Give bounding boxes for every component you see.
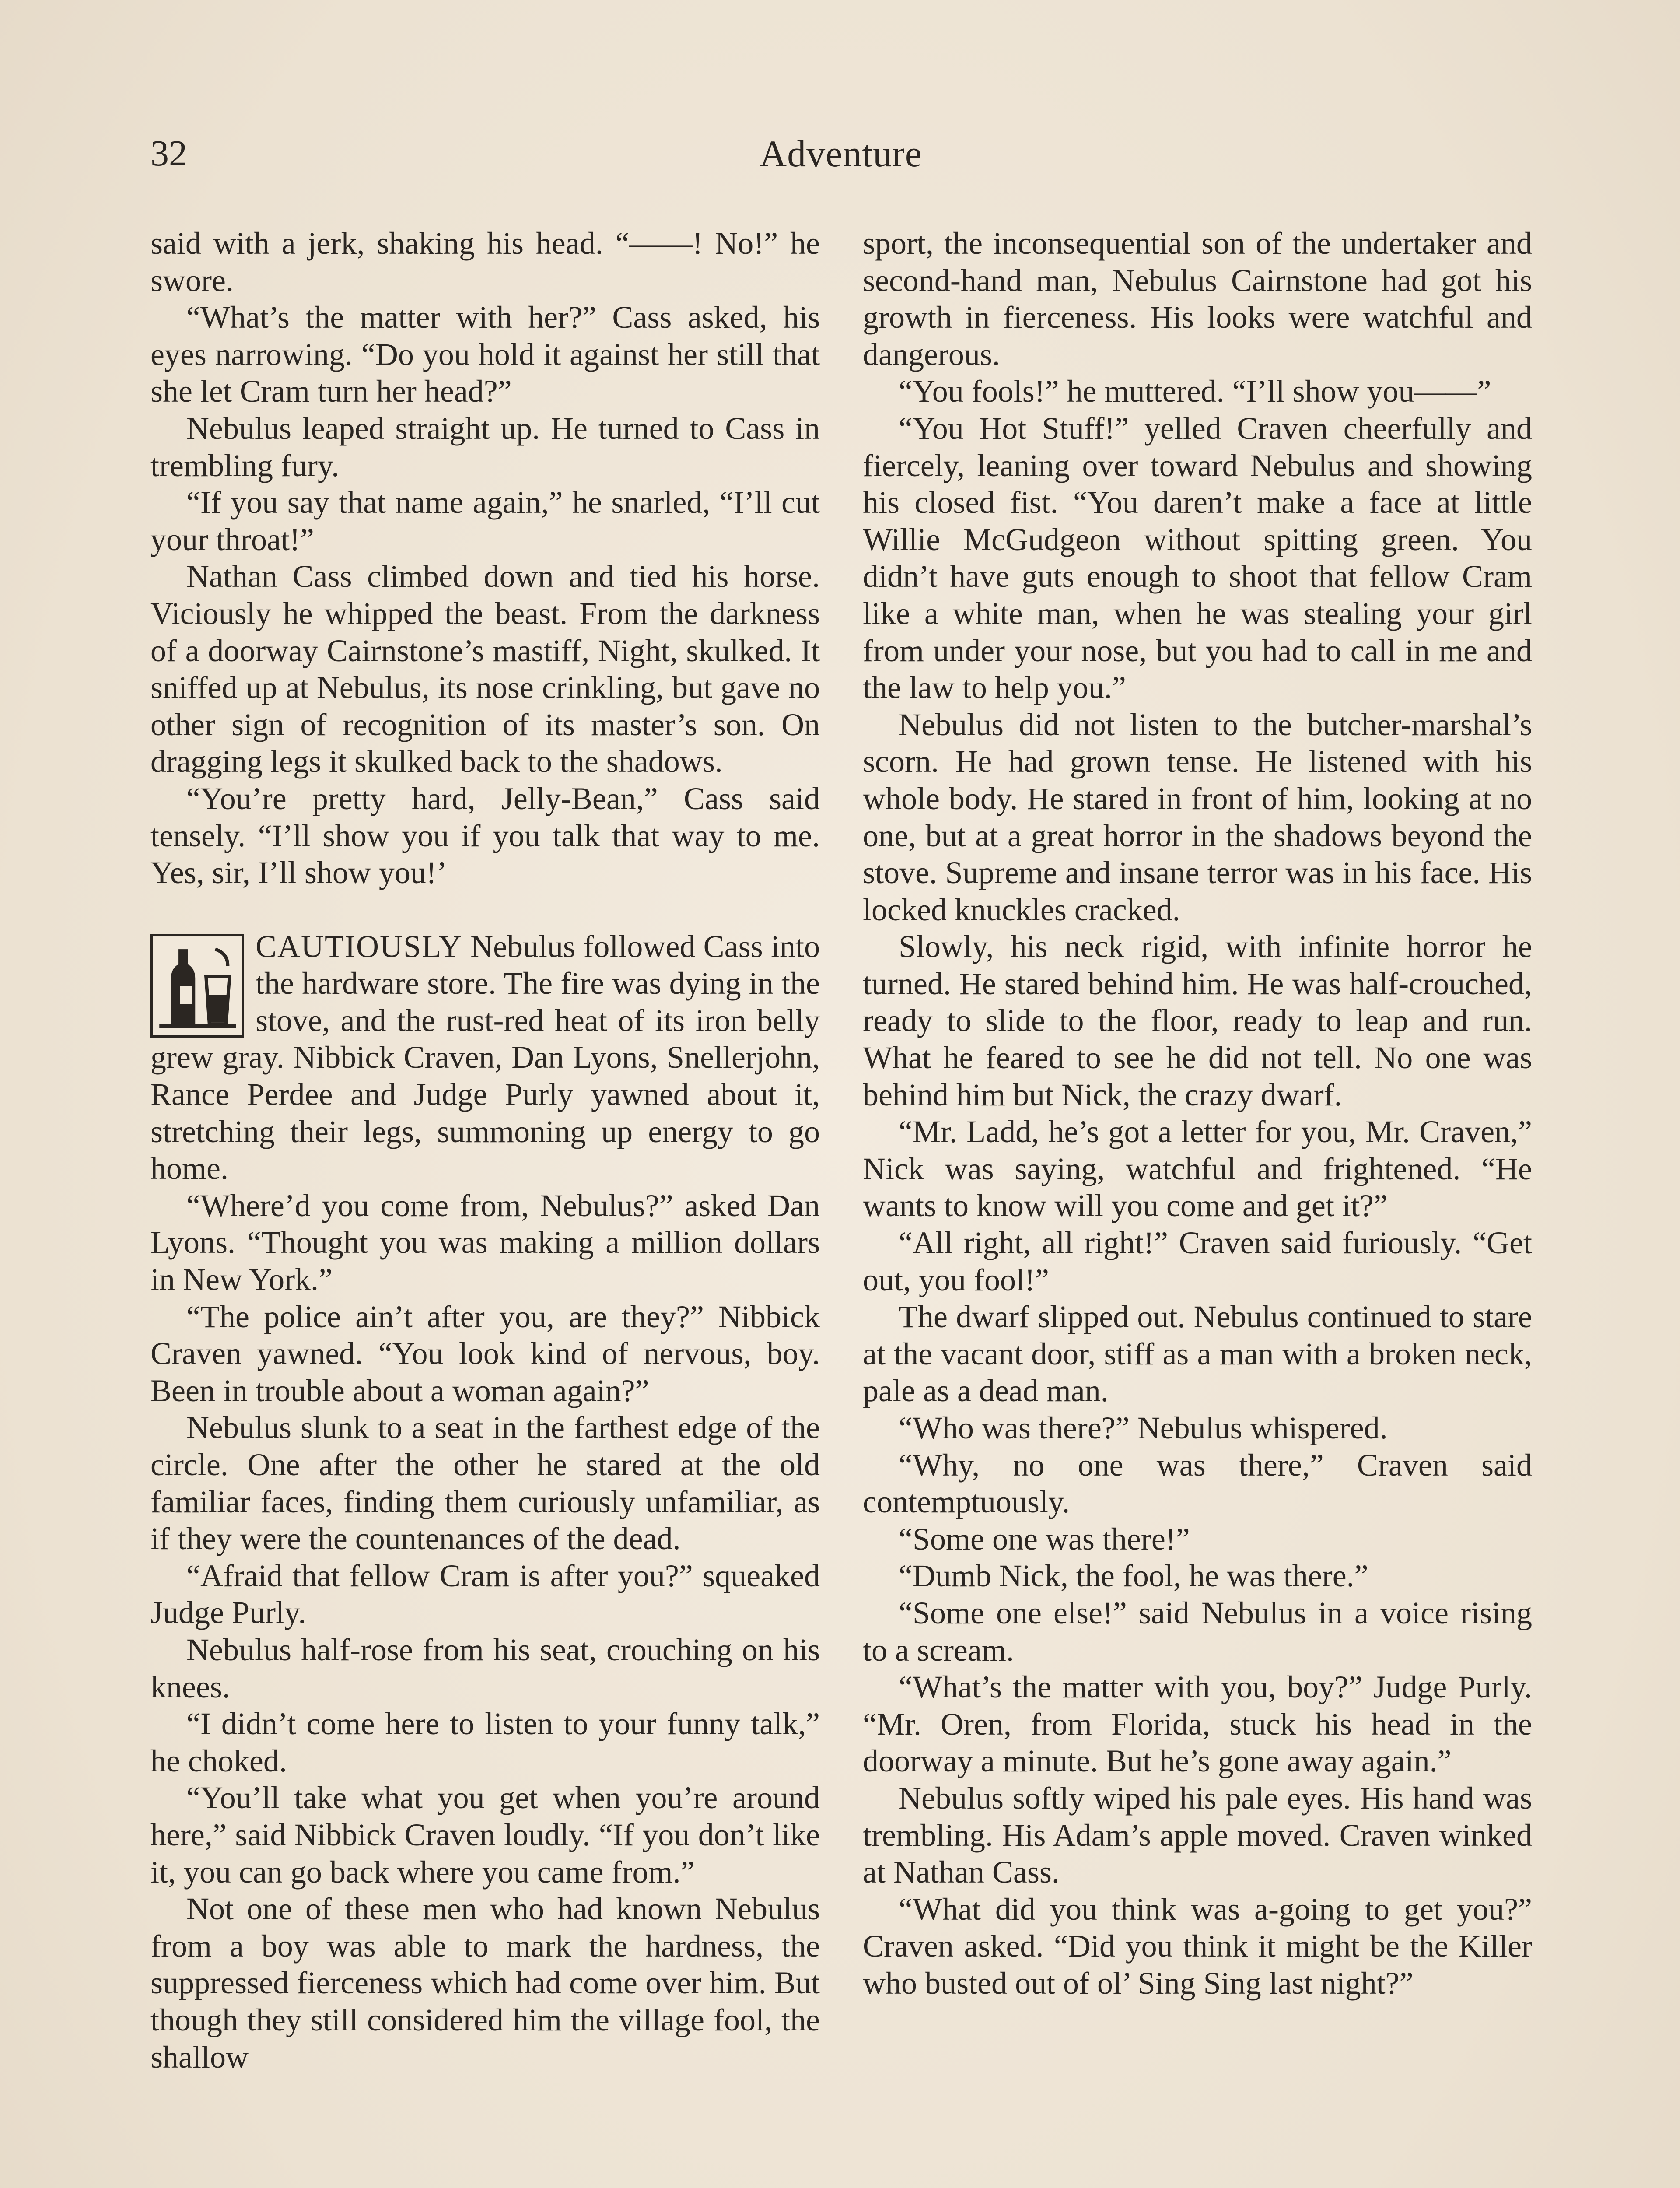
paragraph: Slowly, his neck rigid, with infinite horror he turned. He stared behind him. He was half-crouched, ready to slide to the floor, ready to leap and run. What he feared to see he did not tell. No one was behind him but Nick, the crazy dwarf. — [863, 929, 1532, 1112]
paragraph: “What’s the matter with you, boy?” Judge Purly. “Mr. Oren, from Florida, stuck his head in the doorway a minute. But he’s gone away again.” — [863, 1669, 1532, 1779]
paragraph: “What’s the matter with her?” Cass asked, his eyes narrowing. “Do you hold it against her still that she let Cram turn her head?” — [150, 300, 820, 409]
paragraph: Nebulus softly wiped his pale eyes. His hand was trembling. His Adam’s apple moved. Craven winked at Nathan Cass. — [863, 1780, 1532, 1890]
paragraph: “You’ll take what you get when you’re around here,” said Nibbick Craven loudly. “If you don’t like it, you can go back where you came from.” — [150, 1780, 820, 1890]
section-break — [150, 891, 820, 928]
dropcap-paragraph — [150, 928, 820, 1187]
dropcap-lead: CAUTIOUSLY — [256, 929, 462, 964]
paragraph: Not one of these men who had known Nebulus from a boy was able to mark the hardness, the suppressed fierceness which had come over him. But though they still considered him the village fool, the shallow — [150, 1891, 820, 2075]
paragraph: “Some one was there!” — [899, 1521, 1190, 1557]
paragraph: “Why, no one was there,” Craven said contemptuously. — [863, 1447, 1532, 1520]
page-header — [150, 130, 1531, 178]
paragraph: “If you say that name again,” he snarled, “I’ll cut your throat!” — [150, 485, 820, 557]
paragraph: “Who was there?” Nebulus whispered. — [899, 1410, 1388, 1445]
paragraph: sport, the inconsequential son of the undertaker and second-hand man, Nebulus Cairnstone had got his growth in fierceness. His looks were watchful and dangerous. — [863, 226, 1532, 372]
paragraph: “Dumb Nick, the fool, he was there.” — [899, 1558, 1368, 1594]
paragraph: “Afraid that fellow Cram is after you?” squeaked Judge Purly. — [150, 1558, 820, 1630]
dropcap-rest: Nebulus followed Cass into the hardware store. The fire was dying in the stove, and the rust-red heat of its iron belly grew gray. Nibbick Craven, Dan Lyons, Snellerjohn, Rance Perdee and Judge Purly yawned about it, stretching their legs, summoning up energy to go home. — [150, 929, 820, 1186]
paragraph: “Where’d you come from, Nebulus?” asked Dan Lyons. “Thought you was making a million dollars in New York.” — [150, 1188, 820, 1297]
paragraph: “You’re pretty hard, Jelly-Bean,” Cass said tensely. “I’ll show you if you talk that way to me. Yes, sir, I’ll show you!’ — [150, 781, 820, 891]
paragraph: The dwarf slipped out. Nebulus continued to stare at the vacant door, stiff as a man with a broken neck, pale as a dead man. — [863, 1299, 1532, 1409]
paragraph: “I didn’t come here to listen to your funny talk,” he choked. — [150, 1706, 820, 1778]
paragraph: “You fools!” he muttered. “I’ll show you——” — [899, 374, 1491, 409]
running-head: Adventure — [760, 133, 922, 175]
paragraph: Nebulus did not listen to the butcher-marshal’s scorn. He had grown tense. He listened with his whole body. He stared in front of him, looking at no one, but at a great horror in the shadows beyond the stove. Supreme and insane terror was in his face. His locked knuckles cracked. — [863, 707, 1532, 927]
left-column — [150, 225, 820, 2076]
right-column — [863, 225, 1532, 2002]
paragraph: Nebulus half-rose from his seat, crouching on his knees. — [150, 1632, 820, 1704]
paragraph: “What did you think was a-going to get you?” Craven asked. “Did you think it might be the Killer who busted out of ol’ Sing Sing last night?” — [863, 1891, 1532, 2001]
paragraph: Nathan Cass climbed down and tied his horse. Viciously he whipped the beast. From the darkness of a doorway Cairnstone’s mastiff, Night, skulked. It sniffed up at Nebulus, its nose crinkling, but gave no other sign of recognition of its master’s son. On dragging legs it skulked back to the shadows. — [150, 559, 820, 779]
paragraph: “Mr. Ladd, he’s got a letter for you, Mr. Craven,” Nick was saying, watchful and frightened. “He wants to know will you come and get it?” — [863, 1114, 1532, 1224]
bottle-and-glass-icon — [150, 934, 244, 1038]
paragraph: “The police ain’t after you, are they?” Nibbick Craven yawned. “You look kind of nervous, boy. Been in trouble about a woman again?” — [150, 1299, 820, 1408]
paragraph: “Some one else!” said Nebulus in a voice rising to a scream. — [863, 1595, 1532, 1668]
paragraph: “You Hot Stuff!” yelled Craven cheerfully and fiercely, leaning over toward Nebulus and showing his closed fist. “You daren’t make a face at little Willie McGudgeon without spitting green. You didn’t have guts enough to shoot that fellow Cram like a white man, when he was stealing your girl from under your nose, but you had to call in me and the law to help you.” — [863, 410, 1532, 705]
paragraph: Nebulus leaped straight up. He turned to Cass in trembling fury. — [150, 410, 820, 483]
paragraph: “All right, all right!” Craven said furiously. “Get out, you fool!” — [863, 1225, 1532, 1297]
page-number: 32 — [150, 133, 187, 174]
paragraph: said with a jerk, shaking his head. “——! No!” he swore. — [150, 226, 820, 298]
paragraph: Nebulus slunk to a seat in the farthest edge of the circle. One after the other he stared at the old familiar faces, finding them curiously unfamiliar, as if they were the countenances of the dead. — [150, 1410, 820, 1557]
